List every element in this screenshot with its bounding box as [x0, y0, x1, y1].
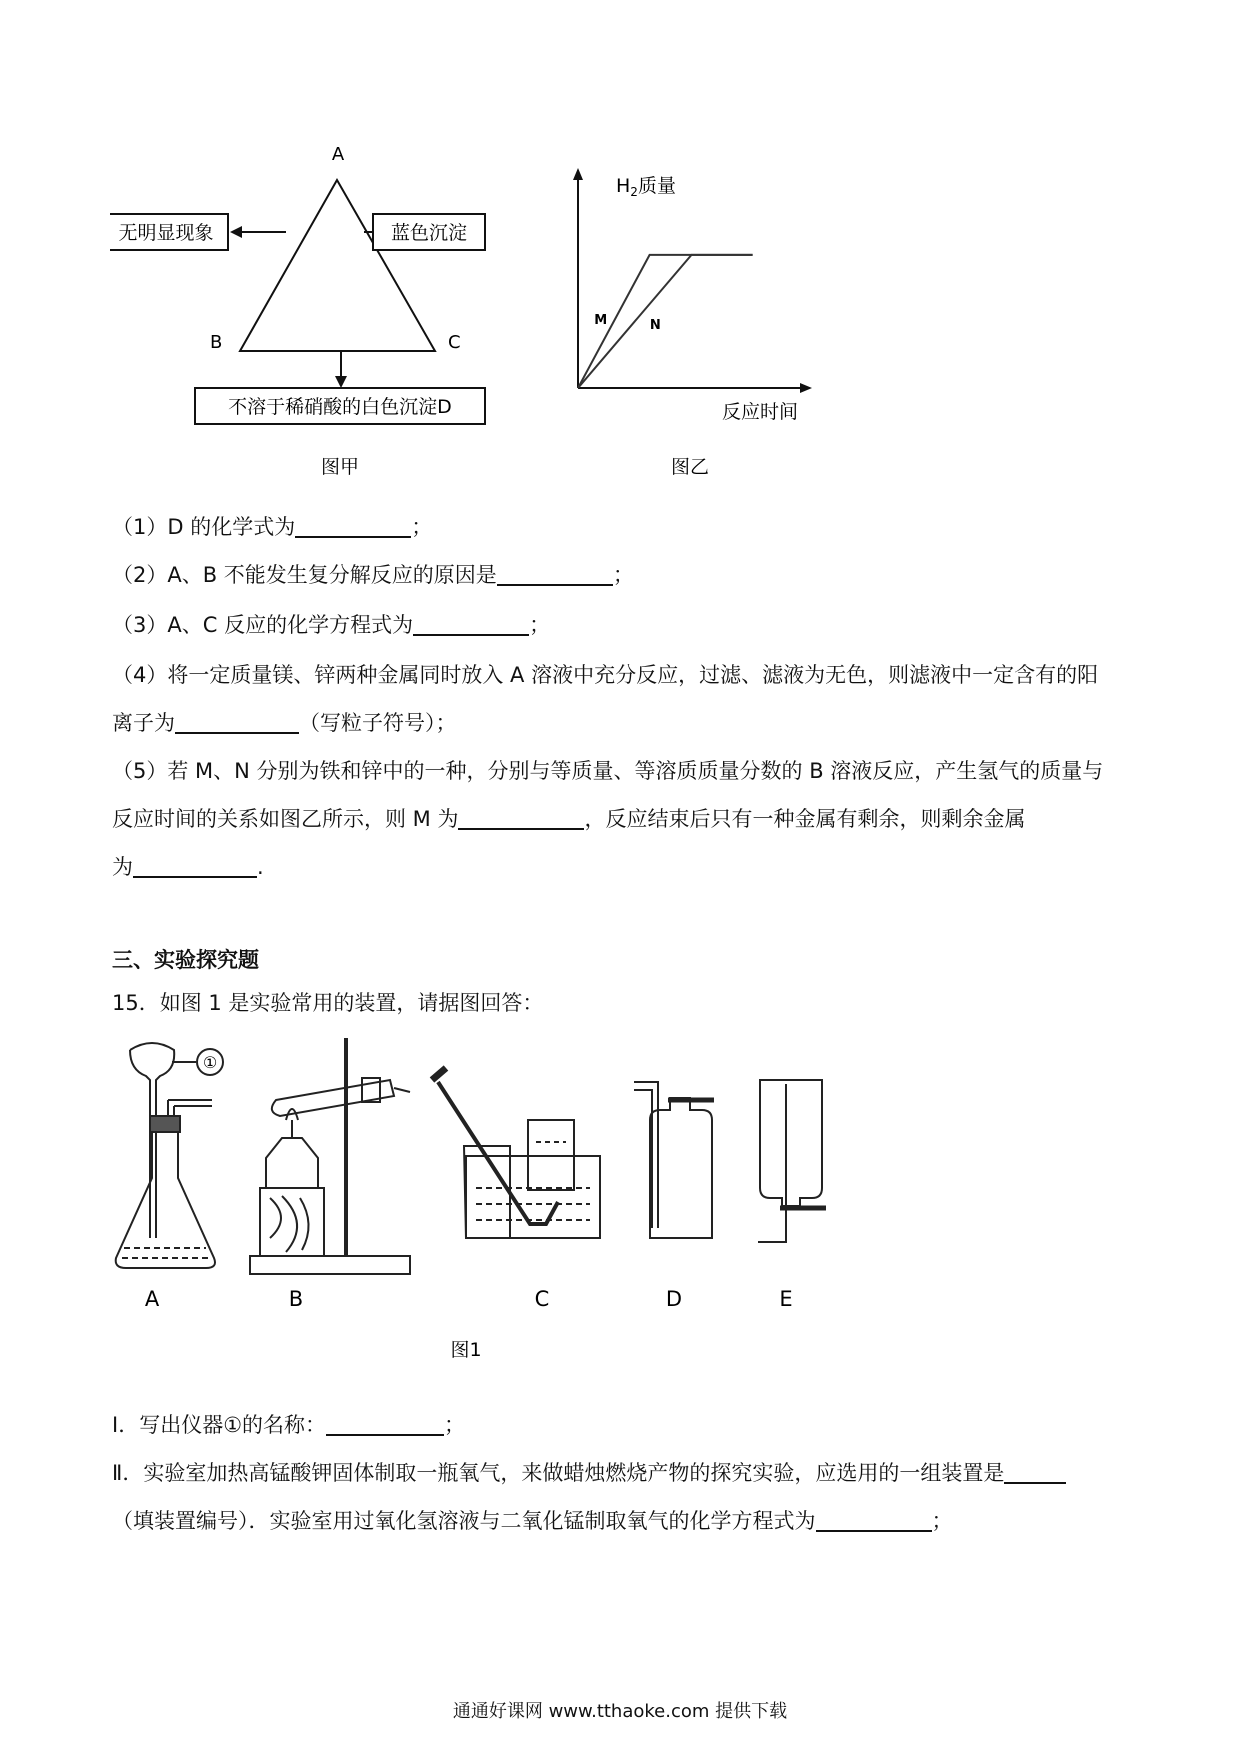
- q4-text-3: （写粒子符号）；: [299, 711, 457, 735]
- qi-answer-blank[interactable]: [326, 1412, 444, 1436]
- caption-fig1: 图1: [450, 1339, 482, 1361]
- q5-text-1: （5）若 M、N 分别为铁和锌中的一种，分别与等质量、等溶质质量分数的 B 溶液反应，产生氢气的质量与: [112, 759, 1104, 783]
- apparatus-a: [116, 1043, 223, 1268]
- qi-end: ；: [444, 1413, 466, 1437]
- vertex-b-label: B: [210, 332, 223, 353]
- label-c: C: [534, 1287, 550, 1311]
- caption-jia: 图甲: [320, 456, 360, 478]
- figure-jia: [110, 140, 510, 485]
- label-b: B: [288, 1287, 304, 1311]
- q2-answer-blank[interactable]: [497, 562, 613, 586]
- delivery-tube-c: [438, 1082, 558, 1224]
- label-a: A: [144, 1287, 160, 1311]
- q1-text: （1）D 的化学式为: [112, 515, 296, 539]
- qii-apparatus-blank[interactable]: [1004, 1460, 1066, 1484]
- question-i: [112, 1410, 465, 1440]
- q2-text: （2）A、B 不能发生复分解反应的原因是: [112, 563, 497, 587]
- wood-block: [260, 1188, 324, 1256]
- x-axis-label: 反应时间: [721, 401, 799, 423]
- question-2: [112, 560, 634, 590]
- question-1: [112, 512, 432, 542]
- y-axis-label-rest: 质量: [637, 175, 676, 197]
- triangle: [240, 180, 435, 351]
- q5-text-2: 反应时间的关系如图乙所示，则 M 为: [112, 807, 459, 831]
- section-heading: 三、实验探究题: [112, 948, 259, 972]
- apparatus-e: [758, 1080, 826, 1242]
- bottle-e: [760, 1080, 822, 1206]
- figure-yi-chart: [560, 140, 830, 485]
- stand-base: [250, 1256, 410, 1274]
- series-layer: [578, 255, 753, 388]
- q1-answer-blank[interactable]: [295, 514, 411, 538]
- q5-metal-answer-blank[interactable]: [133, 854, 257, 878]
- caption-yi: 图乙: [670, 456, 710, 478]
- y-axis-label-sub: 2: [630, 185, 638, 199]
- q4-text-1: （4）将一定质量镁、锌两种金属同时放入 A 溶液中充分反应，过滤、滤液为无色，则滤液中一定含有的阳: [112, 663, 1099, 687]
- q5-m-answer-blank[interactable]: [458, 806, 584, 830]
- qii-end: ；: [931, 1509, 953, 1533]
- question-5-line-2: [112, 804, 1025, 834]
- q3-answer-blank[interactable]: [413, 612, 529, 636]
- label-e: E: [779, 1287, 793, 1311]
- q5-text-4: 为: [112, 855, 133, 879]
- delivery-tube: [168, 1100, 212, 1116]
- figure-1-apparatus: [110, 1028, 930, 1368]
- question-5-line-3: [112, 852, 264, 882]
- qii-equation-blank[interactable]: [816, 1508, 932, 1532]
- funnel-left: [130, 1050, 150, 1238]
- box-right-text: 蓝色沉淀: [390, 222, 468, 244]
- q4-answer-blank[interactable]: [175, 710, 299, 734]
- label-d: D: [665, 1287, 683, 1311]
- x-axis-arrow: [800, 383, 812, 393]
- box-bottom-text: 不溶于稀硝酸的白色沉淀D: [228, 396, 452, 418]
- bottle-d-tube: [634, 1082, 658, 1228]
- q3-text: （3）A、C 反应的化学方程式为: [112, 613, 414, 637]
- q5-text-5: .: [257, 855, 264, 879]
- arrow-left-head: [230, 226, 242, 238]
- footer-credit: 通通好课网 www.tthaoke.com 提供下载: [452, 1701, 788, 1722]
- question-4-line-1: [112, 660, 1098, 690]
- vertex-c-label: C: [448, 332, 461, 353]
- rubber-tube: [432, 1068, 446, 1080]
- apparatus-b: [250, 1038, 410, 1274]
- question-15: 15．如图 1 是实验常用的装置，请据图回答：: [112, 991, 544, 1015]
- funnel-callout-label: ①: [202, 1053, 218, 1072]
- series-n-label: N: [649, 317, 661, 333]
- y-axis-label-h: H: [616, 175, 631, 197]
- apparatus-d: [634, 1082, 714, 1238]
- stopper: [150, 1116, 180, 1132]
- question-ii-line-2: [112, 1506, 953, 1536]
- qi-text: Ⅰ．写出仪器①的名称：: [112, 1413, 327, 1437]
- bottle-d: [650, 1098, 712, 1238]
- question-ii-line-1: [112, 1458, 1066, 1488]
- qii-text-2: （填装置编号）．实验室用过氧化氢溶液与二氧化锰制取氧气的化学方程式为: [112, 1509, 816, 1533]
- wood-grain: [270, 1196, 309, 1252]
- alcohol-lamp: [266, 1138, 318, 1188]
- qii-text-1: Ⅱ．实验室加热高锰酸钾固体制取一瓶氧气，来做蜡烛燃烧产物的探究实验，应选用的一组装置是: [112, 1461, 1005, 1485]
- y-axis-label: [616, 175, 676, 199]
- tube-outlet: [394, 1088, 410, 1092]
- apparatus-c: [432, 1068, 600, 1238]
- question-3: [112, 610, 550, 640]
- question-5-line-1: [112, 756, 1103, 786]
- arrow-down-head: [335, 376, 347, 388]
- q3-end: ；: [529, 613, 551, 637]
- y-axis-arrow: [573, 168, 583, 180]
- q1-end: ；: [411, 515, 433, 539]
- series-m-label: M: [594, 313, 608, 329]
- bottle-e-outlet: [758, 1218, 786, 1242]
- vertex-a-label: A: [331, 144, 345, 165]
- q5-text-3: ，反应结束后只有一种金属有剩余，则剩余金属: [584, 807, 1026, 831]
- box-left-text: 无明显现象: [118, 222, 214, 244]
- question-4-line-2: [112, 708, 457, 738]
- q2-end: ；: [612, 563, 634, 587]
- q4-text-2: 离子为: [112, 711, 175, 735]
